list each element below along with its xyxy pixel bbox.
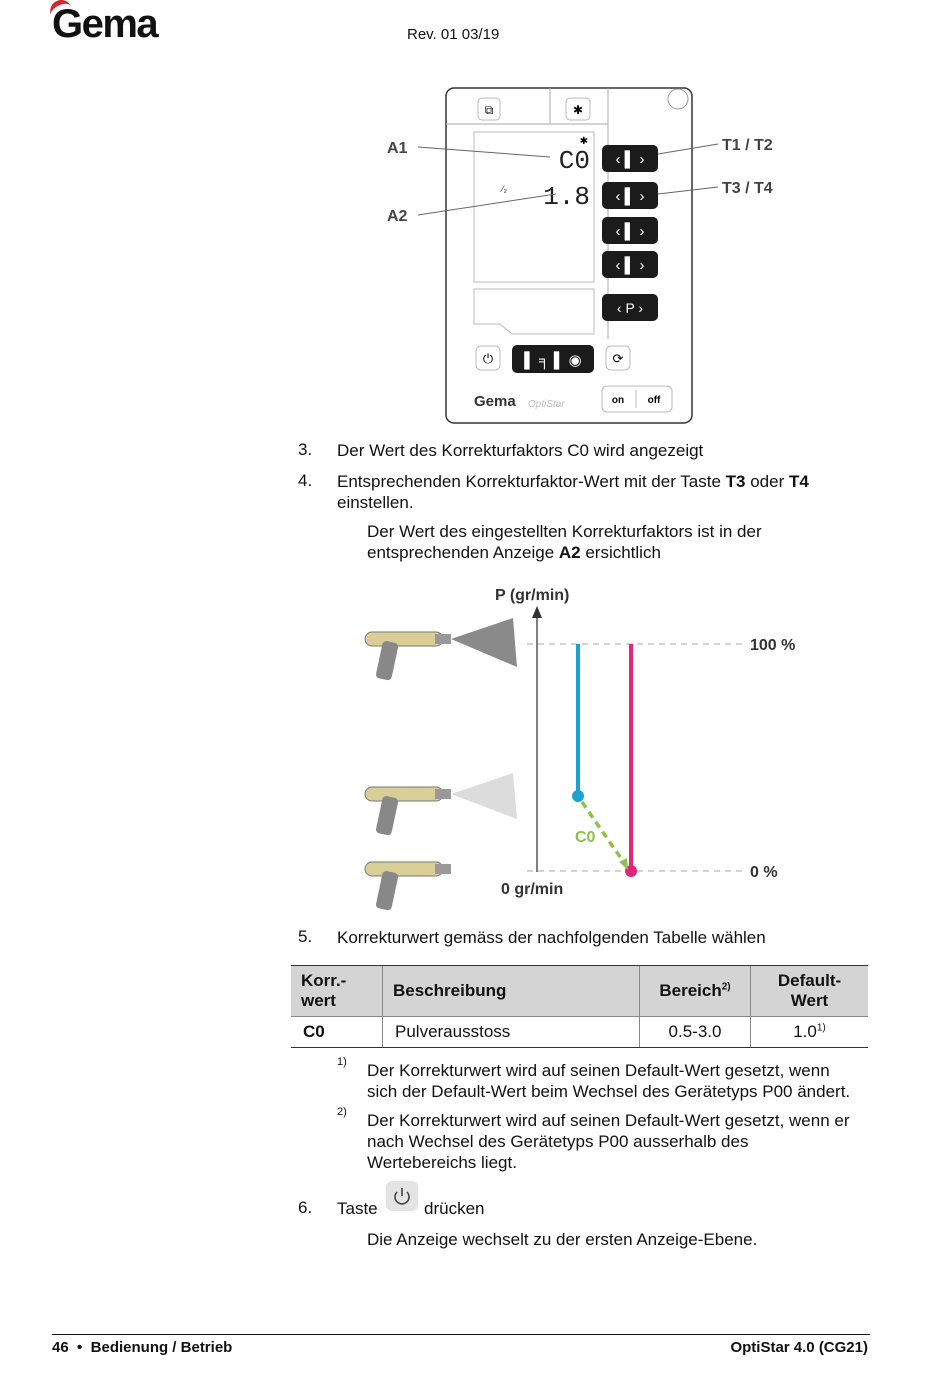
footnote-2-text: Der Korrekturwert wird auf seinen Default-Wert gesetzt, wenn er nach Wechsel des Gerätetyps P00 ausserhalb des Wertebereichs liegt.: [367, 1111, 850, 1172]
svg-text:on: on: [611, 395, 625, 406]
correction-table: [291, 965, 868, 1048]
gema-logo: Gema: [52, 2, 158, 46]
label-t3-t4: T3 / T4: [722, 180, 773, 197]
level-0-label: 0 %: [750, 864, 778, 881]
device-corner-hole: [668, 89, 688, 109]
header-korr: Korr.- wert: [291, 966, 383, 1017]
power-icon: [386, 1181, 418, 1211]
key-t3-t4[interactable]: [602, 182, 658, 209]
rinse-icon: ⟳: [612, 351, 624, 366]
table-header-row: [291, 966, 868, 1017]
header-beschreibung: Beschreibung: [383, 966, 640, 1017]
step-6-note: Die Anzeige wechselt zu der ersten Anzeige-Ebene.: [367, 1230, 758, 1249]
c0-annotation: C0: [575, 829, 596, 846]
svg-text:‹ ▌ ›: ‹ ▌ ›: [615, 151, 645, 168]
spray-gun-off: [365, 862, 451, 911]
revision-label: Rev. 01 03/19: [407, 26, 500, 43]
step-3-number: 3.: [298, 440, 313, 459]
y-axis-label: P (gr/min): [495, 587, 570, 604]
label-a1: A1: [387, 140, 408, 157]
cell-bereich: 0.5-3.0: [640, 1017, 751, 1048]
display-c0: C0: [558, 146, 590, 176]
spray-gun-reduced: [365, 773, 517, 836]
step-4-note: Der Wert des eingestellten Korrekturfaktors ist in der entsprechenden Anzeige A2 ersichtlich: [367, 522, 762, 562]
cell-default: 1.0$^{1)}$: [751, 1017, 869, 1048]
level-100-label: 100 %: [750, 637, 796, 654]
label-a2: A2: [387, 208, 408, 225]
step-5-text: Korrekturwert gemäss der nachfolgenden Tabelle wählen: [337, 928, 766, 947]
spray-gun-full: [365, 618, 517, 681]
header-default: Default- Wert: [751, 966, 869, 1017]
label-t1-t2: T1 / T2: [722, 137, 773, 154]
key-t5-t6[interactable]: [602, 217, 658, 244]
svg-text:‹ ▌ ›: ‹ ▌ ›: [615, 188, 645, 205]
footer-product: OptiStar 4.0 (CG21): [730, 1339, 868, 1356]
footer-bullet: •: [77, 1339, 83, 1356]
footnote-1-text: Der Korrekturwert wird auf seinen Default-Wert gesetzt, wenn sich der Default-Wert beim Wechsel des Gerätetyps P00 ändert.: [367, 1061, 851, 1101]
step-6-number: 6.: [298, 1198, 313, 1217]
step-3-text: Der Wert des Korrekturfaktors C0 wird angezeigt: [337, 441, 704, 460]
step-4-number: 4.: [298, 471, 313, 490]
footer-left: [52, 1339, 232, 1356]
device-brand: Gema: [474, 393, 516, 410]
svg-text:off: off: [647, 395, 661, 406]
y-min-label: 0 gr/min: [501, 881, 564, 898]
power-icon: ⏻: [482, 351, 494, 366]
power-key-icon: [386, 1181, 418, 1211]
key-p[interactable]: [602, 294, 658, 321]
device-panel-illustration: [380, 84, 800, 429]
key-t3-ref: T3: [725, 472, 746, 491]
copy-icon: ⧉: [484, 103, 494, 117]
step-5-number: 5.: [298, 927, 313, 946]
display-value: 1.8: [543, 182, 590, 212]
svg-text:⁄₂: ⁄₂: [502, 184, 507, 194]
step-6-text-a: Taste: [337, 1199, 378, 1218]
svg-text:‹ ▌ ›: ‹ ▌ ›: [615, 223, 645, 240]
cell-beschreibung: Pulverausstoss: [383, 1017, 640, 1048]
svg-text:‹ ▌ ›: ‹ ▌ ›: [615, 257, 645, 274]
key-t4-ref: T4: [788, 472, 809, 491]
footnote-1-mark: 1): [337, 1056, 347, 1068]
page-number: 46: [52, 1339, 69, 1356]
svg-text:‹ P ›: ‹ P ›: [616, 300, 644, 316]
spray-cone-full: [451, 618, 517, 667]
key-t7-t8[interactable]: [602, 251, 658, 278]
table-row: [291, 1017, 868, 1048]
device-model: OptiStar: [528, 399, 565, 410]
output-chart: [355, 582, 835, 912]
footnote-2-mark: 2): [337, 1106, 347, 1118]
step-6-text-b: drücken: [424, 1199, 485, 1218]
svg-text:✱: ✱: [579, 136, 588, 147]
cell-korr: C0: [291, 1017, 383, 1048]
spray-cone-reduced: [451, 773, 517, 819]
bluetooth-icon: ✱: [572, 103, 584, 117]
step-4-text: Entsprechenden Korrekturfaktor-Wert mit der Taste T3 oder T4 einstellen.: [337, 472, 809, 512]
key-t1-t2[interactable]: [602, 145, 658, 172]
header-bereich: Bereich$^{2)}$: [640, 966, 751, 1017]
svg-text:▌ ╕ ▌ ◉: ▌ ╕ ▌ ◉: [524, 352, 582, 369]
section-name: Bedienung / Betrieb: [90, 1339, 233, 1356]
series-blue-point: [572, 790, 584, 802]
footer-divider: [52, 1334, 870, 1335]
